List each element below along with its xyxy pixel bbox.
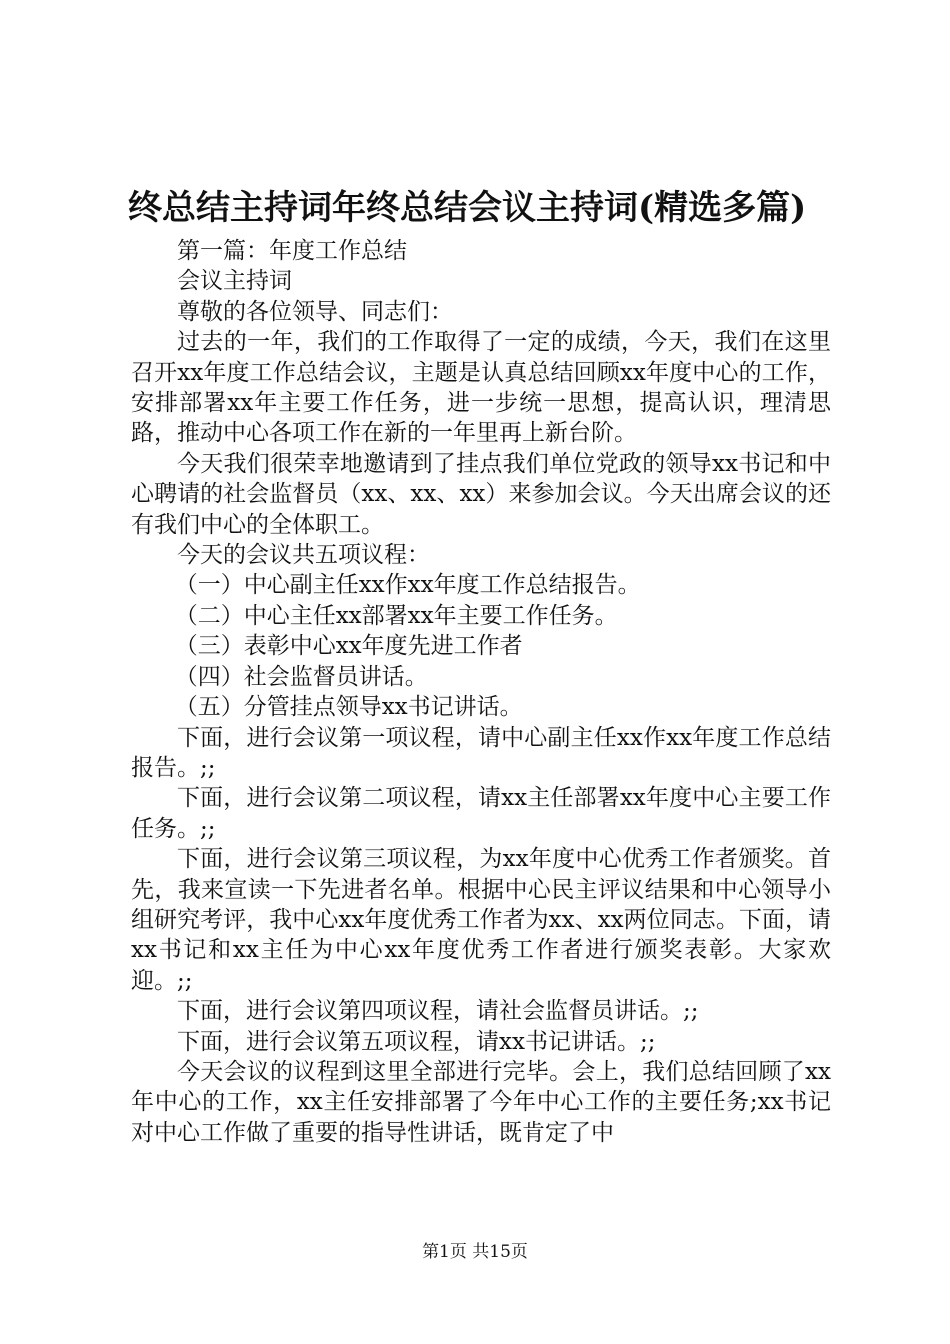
section-heading: 第一篇：年度工作总结 bbox=[177, 238, 407, 264]
document-title: 终总结主持词年终总结会议主持词(精选多篇) bbox=[128, 188, 807, 228]
paragraph: 今天的会议共五项议程： bbox=[177, 542, 430, 569]
agenda-item: （二）中心主任xx部署xx年主要工作任务。 bbox=[174, 602, 618, 629]
agenda-item: （三）表彰中心xx年度先进工作者 bbox=[174, 633, 523, 660]
page-footer: 第1页 共15页 bbox=[422, 1242, 528, 1262]
agenda-item: （一）中心副主任xx作xx年度工作总结报告。 bbox=[174, 572, 641, 599]
paragraph: 今天会议的议程到这里全部进行完毕。会上，我们总结回顾了xx年中心的工作，xx主任安排部署了今年中心工作的主要任务;xx书记对中心工作做了重要的指导性讲话，既肯定了中 bbox=[131, 1058, 831, 1146]
salutation: 尊敬的各位领导、同志们： bbox=[177, 298, 453, 325]
paragraph: 下面，进行会议第三项议程，为xx年度中心优秀工作者颁奖。首先，我来宣读一下先进者名单。根据中心民主评议结果和中心领导小组研究考评，我中心xx年度优秀工作者为xx、xx两位同志。下面，请xx书记和xx主任为中心xx年度优秀工作者进行颁奖表彰。大家欢迎。;; bbox=[131, 846, 831, 994]
paragraph: 过去的一年，我们的工作取得了一定的成绩，今天，我们在这里召开xx年度工作总结会议，主题是认真总结回顾xx年度中心的工作，安排部署xx年主要工作任务，进一步统一思想，提高认识，理清思路，推动中心各项工作在新的一年里再上新台阶。 bbox=[131, 329, 831, 447]
paragraph: 下面，进行会议第二项议程，请xx主任部署xx年度中心主要工作任务。;; bbox=[131, 785, 831, 842]
paragraph: 下面，进行会议第一项议程，请中心副主任xx作xx年度工作总结报告。;; bbox=[131, 724, 831, 781]
subheading: 会议主持词 bbox=[177, 268, 292, 295]
paragraph: 今天我们很荣幸地邀请到了挂点我们单位党政的领导xx书记和中心聘请的社会监督员（xx、xx、xx）来参加会议。今天出席会议的还有我们中心的全体职工。 bbox=[131, 450, 831, 538]
document-body bbox=[131, 236, 831, 1148]
paragraph: 下面，进行会议第五项议程，请xx书记讲话。;; bbox=[177, 1028, 656, 1055]
agenda-item: （五）分管挂点领导xx书记讲话。 bbox=[174, 694, 523, 721]
paragraph: 下面，进行会议第四项议程，请社会监督员讲话。;; bbox=[177, 998, 699, 1025]
agenda-item: （四）社会监督员讲话。 bbox=[174, 663, 428, 690]
